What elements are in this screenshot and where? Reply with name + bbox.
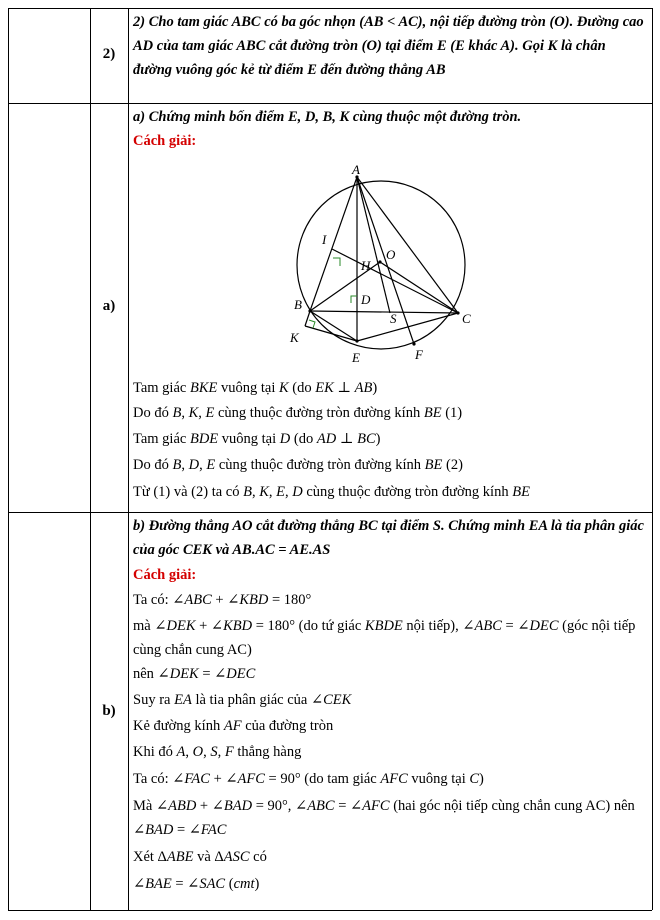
solution-a-line-3: Tam giác BDE vuông tại D (do AD ⊥ BC) [133,431,381,447]
solution-a-line-4: Do đó B, D, E cùng thuộc đường tròn đường kính BE (2) [133,457,463,473]
solution-b-line-8: Mà ∠ABD + ∠BAD = 90°, ∠ABC = ∠AFC (hai góc nội tiếp cùng chắn cung AC) nên ∠BAD = ∠FAC [133,798,635,838]
table-border-top [8,8,652,9]
geometry-figure [280,158,500,370]
label-A: A [352,162,360,177]
problem-statement: 2) Cho tam giác ABC có ba góc nhọn (AB < AC), nội tiếp đường tròn (O). Đường cao AD của tam giác ABC cắt đường tròn (O) tại điểm E (E khác A). Gọi K là chân đường vuông góc kẻ từ điểm E đến đường thẳng AB [133,14,644,78]
table-border-left [8,8,9,910]
solution-a-line-2: Do đó B, K, E cùng thuộc đường tròn đường kính BE (1) [133,405,463,421]
label-I: I [322,232,327,247]
solution-a-line-1: Tam giác BKE vuông tại K (do EK ⊥ AB) [133,380,378,396]
solution-b-line-9: Xét ΔABE và ΔASC có [133,849,267,865]
label-D: D [361,292,371,307]
row-number-a: a) [102,298,116,314]
row-number-b: b) [102,703,116,719]
table-border-right [652,8,653,910]
solution-b-line-4: Suy ra EA là tia phân giác của ∠CEK [133,692,352,708]
solution-b-line-2: mà ∠DEK + ∠KBD = 180° (do tứ giác KBDE nội tiếp), ∠ABC = ∠DEC (góc nội tiếp cùng chắn cung AC) [133,618,636,658]
label-O: O [386,247,396,262]
solution-b-line-6: Khi đó A, O, S, F thẳng hàng [133,744,302,760]
solution-b-line-1: Ta có: ∠ABC + ∠KBD = 180° [133,592,312,608]
label-C: C [462,311,471,326]
label-K: K [290,330,299,345]
row-divider-2 [8,512,652,513]
label-F: F [415,347,423,362]
column-divider-2 [128,8,129,910]
solution-b-line-3: nên ∠DEK = ∠DEC [133,666,256,682]
solution-b-line-7: Ta có: ∠FAC + ∠AFC = 90° (do tam giác AFC vuông tại C) [133,771,484,787]
solution-b-line-10: ∠BAE = ∠SAC (cmt) [133,876,260,892]
solution-a-line-5: Từ (1) và (2) ta có B, K, E, D cùng thuộc đường tròn đường kính BE [133,484,530,500]
question-b: b) Đường thẳng AO cắt đường thẳng BC tại điểm S. Chứng minh EA là tia phân giác của góc CEK và AB.AC = AE.AS [133,518,644,558]
question-a: a) Chứng minh bốn điểm E, D, B, K cùng thuộc một đường tròn. [133,109,522,125]
label-E: E [352,350,360,365]
row-divider-1 [8,103,652,104]
label-H: H [361,258,371,273]
label-S: S [390,311,397,326]
row-number-2: 2) [102,46,116,62]
solution-label-a: Cách giải: [133,133,197,149]
label-B: B [294,297,302,312]
column-divider-1 [90,8,91,910]
solution-b-line-5: Kẻ đường kính AF của đường tròn [133,718,334,734]
table-border-bottom [8,910,652,911]
solution-label-b: Cách giải: [133,567,197,583]
